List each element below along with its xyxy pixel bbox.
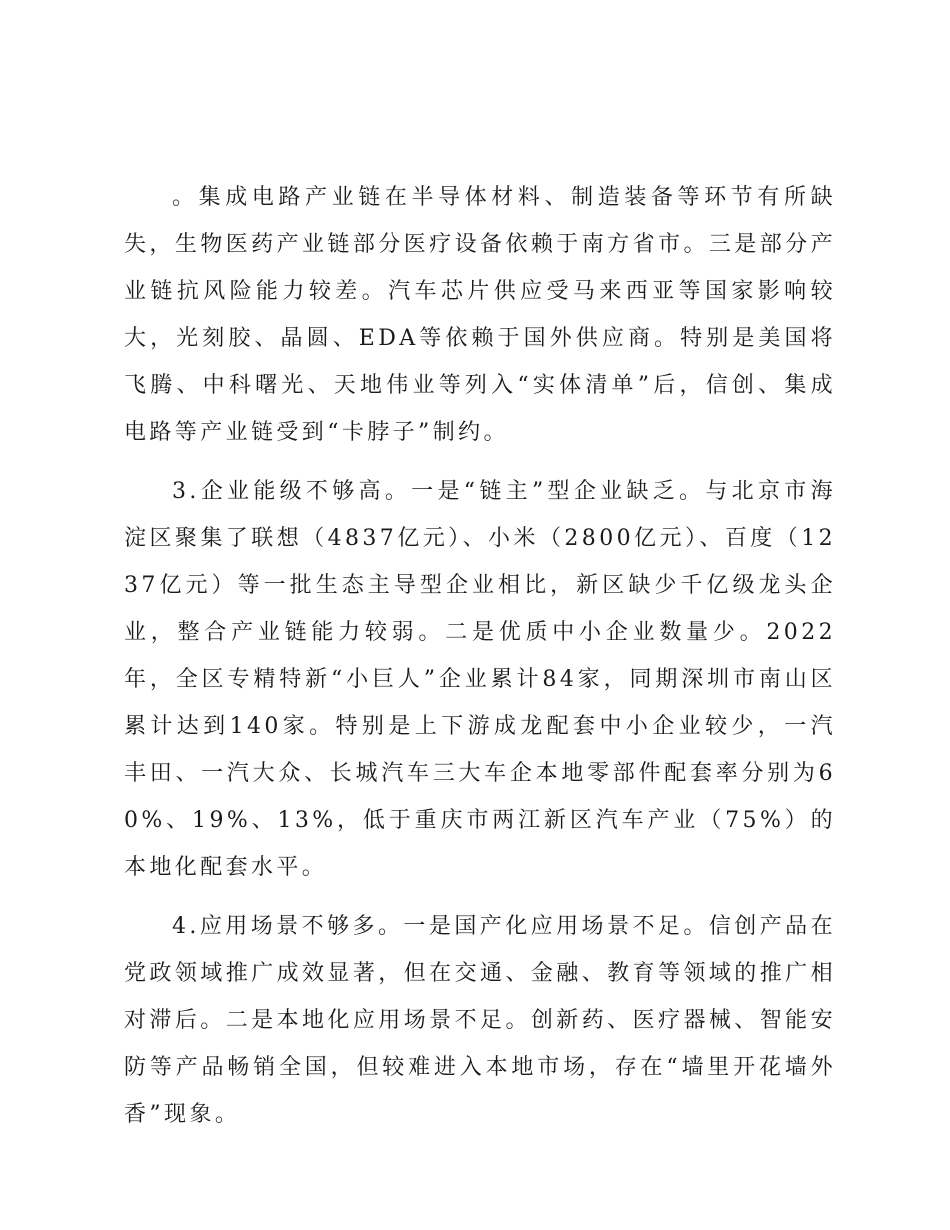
paragraph-enterprise-level: 3.企业能级不够高。一是“链主”型企业缺乏。与北京市海淀区聚集了联想（4837亿元）、小米（2800亿元）、百度（1237亿元）等一批生态主导型企业相比，新区缺少千亿级龙头企业，整合产业链能力较弱。二是优质中小企业数量少。2022年，全区专精特新“小巨人”企业累计84家，同期深圳市南山区累计达到140家。特别是上下游成龙配套中小企业较少，一汽丰田、一汽大众、长城汽车三大车企本地零部件配套率分别为60%、19%、13%，低于重庆市两江新区汽车产业（75%）的本地化配套水平。 bbox=[124, 479, 836, 880]
document-body bbox=[124, 174, 836, 1138]
paragraph-application-scenarios: 4.应用场景不够多。一是国产化应用场景不足。信创产品在党政领域推广成效显著，但在交通、金融、教育等领域的推广相对滞后。二是本地化应用场景不足。创新药、医疗器械、智能安防等产品畅销全国，但较难进入本地市场，存在“墙里开花墙外香”现象。 bbox=[124, 914, 836, 1127]
paragraph-industry-chain-gaps: 。集成电路产业链在半导体材料、制造装备等环节有所缺失，生物医药产业链部分医疗设备依赖于南方省市。三是部分产业链抗风险能力较差。汽车芯片供应受马来西亚等国家影响较大，光刻胶、晶圆、EDA等依赖于国外供应商。特别是美国将飞腾、中科曙光、天地伟业等列入“实体清单”后，信创、集成电路等产业链受到“卡脖子”制约。 bbox=[124, 185, 836, 445]
